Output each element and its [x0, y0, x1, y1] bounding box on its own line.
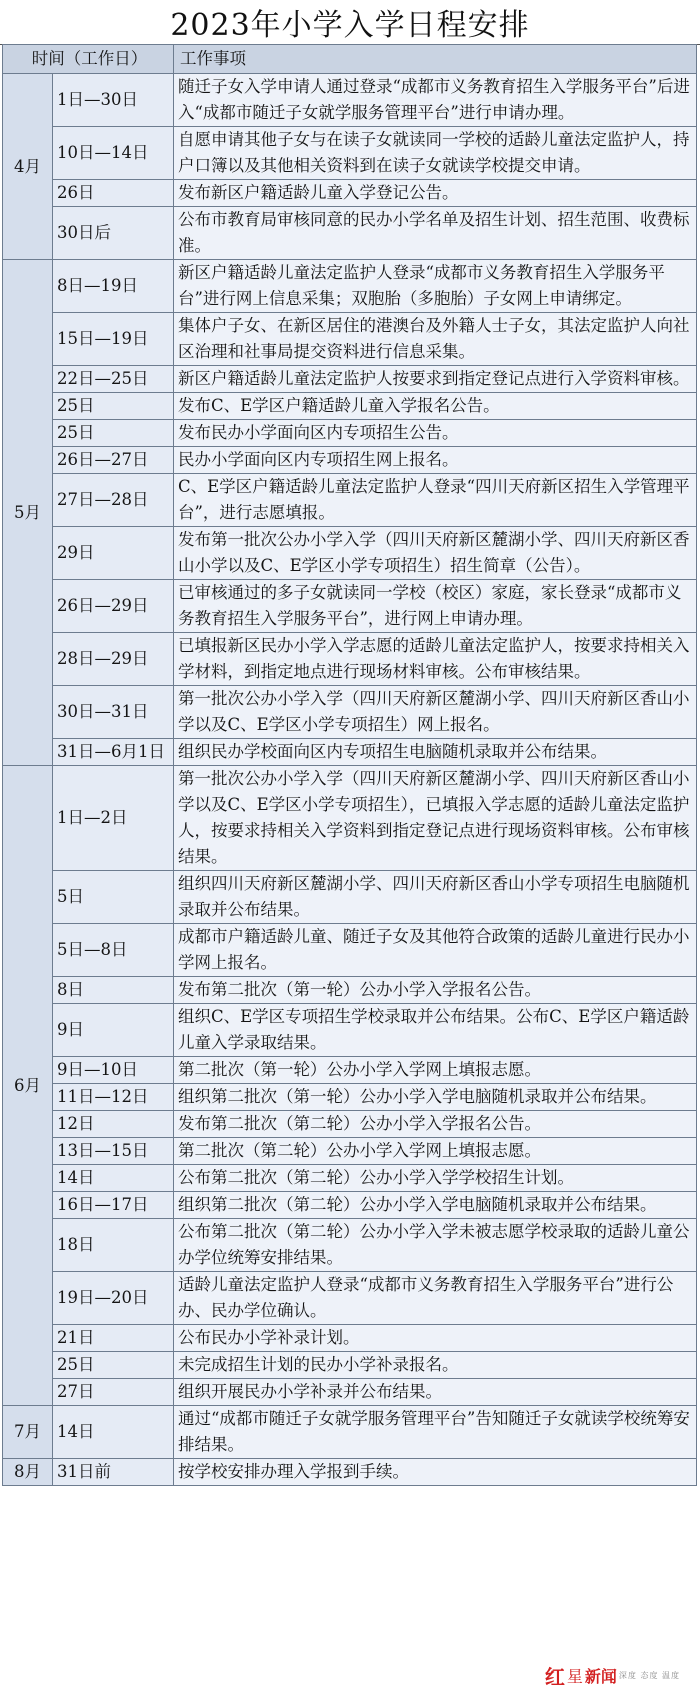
date-cell: 30日—31日 [53, 686, 174, 739]
task-cell: 发布第二批次（第一轮）公办小学入学报名公告。 [174, 977, 697, 1004]
schedule-row [3, 977, 697, 1004]
date-cell: 19日—20日 [53, 1272, 174, 1325]
task-cell: 成都市户籍适龄儿童、随迁子女及其他符合政策的适龄儿童进行民办小学网上报名。 [174, 924, 697, 977]
task-cell: 公布第二批次（第二轮）公办小学入学学校招生计划。 [174, 1165, 697, 1192]
date-cell: 25日 [53, 1352, 174, 1379]
header-row [3, 45, 697, 74]
schedule-row [3, 393, 697, 420]
task-cell: C、E学区户籍适龄儿童法定监护人登录“四川天府新区招生入学管理平台”，进行志愿填报。 [174, 474, 697, 527]
date-cell: 14日 [53, 1406, 174, 1459]
schedule-row [3, 766, 697, 871]
watermark-brand-news: 新闻 [584, 1667, 617, 1686]
task-cell: 第一批次公办小学入学（四川天府新区麓湖小学、四川天府新区香山小学以及C、E学区小学专项招生）网上报名。 [174, 686, 697, 739]
watermark-brand-red: 红 [544, 1665, 565, 1689]
date-cell: 18日 [53, 1219, 174, 1272]
date-cell: 30日后 [53, 207, 174, 260]
date-cell: 27日—28日 [53, 474, 174, 527]
date-cell: 12日 [53, 1111, 174, 1138]
date-cell: 13日—15日 [53, 1138, 174, 1165]
date-cell: 9日—10日 [53, 1057, 174, 1084]
task-cell: 通过“成都市随迁子女就学服务管理平台”告知随迁子女就读学校统筹安排结果。 [174, 1406, 697, 1459]
schedule-row [3, 1111, 697, 1138]
header-time: 时间（工作日） [3, 45, 174, 74]
schedule-row [3, 313, 697, 366]
task-cell: 集体户子女、在新区居住的港澳台及外籍人士子女，其法定监护人向社区治理和社事局提交资料进行信息采集。 [174, 313, 697, 366]
task-cell: 第二批次（第一轮）公办小学入学网上填报志愿。 [174, 1057, 697, 1084]
schedule-row [3, 580, 697, 633]
task-cell: 已填报新区民办小学入学志愿的适龄儿童法定监护人，按要求持相关入学材料，到指定地点进行现场材料审核。公布审核结果。 [174, 633, 697, 686]
schedule-row [3, 1057, 697, 1084]
task-cell: 新区户籍适龄儿童法定监护人按要求到指定登记点进行入学资料审核。 [174, 366, 697, 393]
date-cell: 31日前 [53, 1459, 174, 1486]
task-cell: 公布市教育局审核同意的民办小学名单及招生计划、招生范围、收费标准。 [174, 207, 697, 260]
schedule-row [3, 1084, 697, 1111]
month-cell: 8月 [3, 1459, 53, 1486]
date-cell: 5日 [53, 871, 174, 924]
date-cell: 25日 [53, 393, 174, 420]
schedule-row [3, 74, 697, 127]
date-cell: 8日 [53, 977, 174, 1004]
task-cell: 发布民办小学面向区内专项招生公告。 [174, 420, 697, 447]
task-cell: 按学校安排办理入学报到手续。 [174, 1459, 697, 1486]
schedule-body [3, 74, 697, 1486]
task-cell: 组织第二批次（第一轮）公办小学入学电脑随机录取并公布结果。 [174, 1084, 697, 1111]
date-cell: 16日—17日 [53, 1192, 174, 1219]
schedule-row [3, 924, 697, 977]
schedule-row [3, 527, 697, 580]
task-cell: 发布C、E学区户籍适龄儿童入学报名公告。 [174, 393, 697, 420]
task-cell: 新区户籍适龄儿童法定监护人登录“成都市义务教育招生入学服务平台”进行网上信息采集；双胞胎（多胞胎）子女网上申请绑定。 [174, 260, 697, 313]
schedule-row [3, 1192, 697, 1219]
schedule-row [3, 1406, 697, 1459]
task-cell: 适龄儿童法定监护人登录“成都市义务教育招生入学服务平台”进行公办、民办学位确认。 [174, 1272, 697, 1325]
schedule-row [3, 1352, 697, 1379]
task-cell: 第一批次公办小学入学（四川天府新区麓湖小学、四川天府新区香山小学以及C、E学区小学专项招生），已填报入学志愿的适龄儿童法定监护人，按要求持相关入学资料到指定登记点进行现场资料审核。公布审核结果。 [174, 766, 697, 871]
task-cell: 发布新区户籍适龄儿童入学登记公告。 [174, 180, 697, 207]
schedule-row [3, 871, 697, 924]
task-cell: 发布第二批次（第二轮）公办小学入学报名公告。 [174, 1111, 697, 1138]
watermark-logo [545, 1661, 680, 1690]
page-title: 2023年小学入学日程安排 [0, 0, 700, 45]
schedule-row [3, 1004, 697, 1057]
date-cell: 14日 [53, 1165, 174, 1192]
schedule-table [2, 44, 697, 1486]
date-cell: 1日—30日 [53, 74, 174, 127]
task-cell: 组织第二批次（第二轮）公办小学入学电脑随机录取并公布结果。 [174, 1192, 697, 1219]
schedule-row [3, 474, 697, 527]
task-cell: 民办小学面向区内专项招生网上报名。 [174, 447, 697, 474]
date-cell: 11日—12日 [53, 1084, 174, 1111]
task-cell: 组织民办学校面向区内专项招生电脑随机录取并公布结果。 [174, 739, 697, 766]
date-cell: 29日 [53, 527, 174, 580]
date-cell: 1日—2日 [53, 766, 174, 871]
schedule-row [3, 207, 697, 260]
schedule-row [3, 366, 697, 393]
date-cell: 25日 [53, 420, 174, 447]
date-cell: 27日 [53, 1379, 174, 1406]
schedule-row [3, 1379, 697, 1406]
month-cell: 5月 [3, 260, 53, 766]
task-cell: 自愿申请其他子女与在读子女就读同一学校的适龄儿童法定监护人，持户口簿以及其他相关资料到在读子女就读学校提交申请。 [174, 127, 697, 180]
watermark-brand-star: 星 [566, 1667, 583, 1686]
task-cell: 公布民办小学补录计划。 [174, 1325, 697, 1352]
task-cell: 已审核通过的多子女就读同一学校（校区）家庭，家长登录“成都市义务教育招生入学服务平台”，进行网上申请办理。 [174, 580, 697, 633]
date-cell: 21日 [53, 1325, 174, 1352]
task-cell: 公布第二批次（第二轮）公办小学入学未被志愿学校录取的适龄儿童公办学位统筹安排结果。 [174, 1219, 697, 1272]
task-cell: 随迁子女入学申请人通过登录“成都市义务教育招生入学服务平台”后进入“成都市随迁子女就学服务管理平台”进行申请办理。 [174, 74, 697, 127]
schedule-row [3, 1272, 697, 1325]
task-cell: 组织四川天府新区麓湖小学、四川天府新区香山小学专项招生电脑随机录取并公布结果。 [174, 871, 697, 924]
date-cell: 15日—19日 [53, 313, 174, 366]
schedule-row [3, 127, 697, 180]
header-task: 工作事项 [174, 45, 697, 74]
watermark-subtitle: 深度 态度 温度 [618, 1671, 680, 1680]
schedule-row [3, 420, 697, 447]
schedule-row [3, 447, 697, 474]
date-cell: 26日—29日 [53, 580, 174, 633]
schedule-row [3, 686, 697, 739]
task-cell: 组织C、E学区专项招生学校录取并公布结果。公布C、E学区户籍适龄儿童入学录取结果。 [174, 1004, 697, 1057]
date-cell: 31日—6月1日 [53, 739, 174, 766]
schedule-row [3, 1138, 697, 1165]
date-cell: 10日—14日 [53, 127, 174, 180]
task-cell: 未完成招生计划的民办小学补录报名。 [174, 1352, 697, 1379]
schedule-row [3, 1459, 697, 1486]
month-cell: 7月 [3, 1406, 53, 1459]
date-cell: 9日 [53, 1004, 174, 1057]
schedule-row [3, 1325, 697, 1352]
date-cell: 26日 [53, 180, 174, 207]
date-cell: 8日—19日 [53, 260, 174, 313]
task-cell: 第二批次（第二轮）公办小学入学网上填报志愿。 [174, 1138, 697, 1165]
schedule-row [3, 180, 697, 207]
task-cell: 发布第一批次公办小学入学（四川天府新区麓湖小学、四川天府新区香山小学以及C、E学区小学专项招生）招生简章（公告）。 [174, 527, 697, 580]
date-cell: 22日—25日 [53, 366, 174, 393]
date-cell: 5日—8日 [53, 924, 174, 977]
task-cell: 组织开展民办小学补录并公布结果。 [174, 1379, 697, 1406]
date-cell: 26日—27日 [53, 447, 174, 474]
month-cell: 6月 [3, 766, 53, 1406]
schedule-row [3, 633, 697, 686]
schedule-row [3, 739, 697, 766]
month-cell: 4月 [3, 74, 53, 260]
schedule-row [3, 260, 697, 313]
date-cell: 28日—29日 [53, 633, 174, 686]
schedule-row [3, 1219, 697, 1272]
schedule-row [3, 1165, 697, 1192]
